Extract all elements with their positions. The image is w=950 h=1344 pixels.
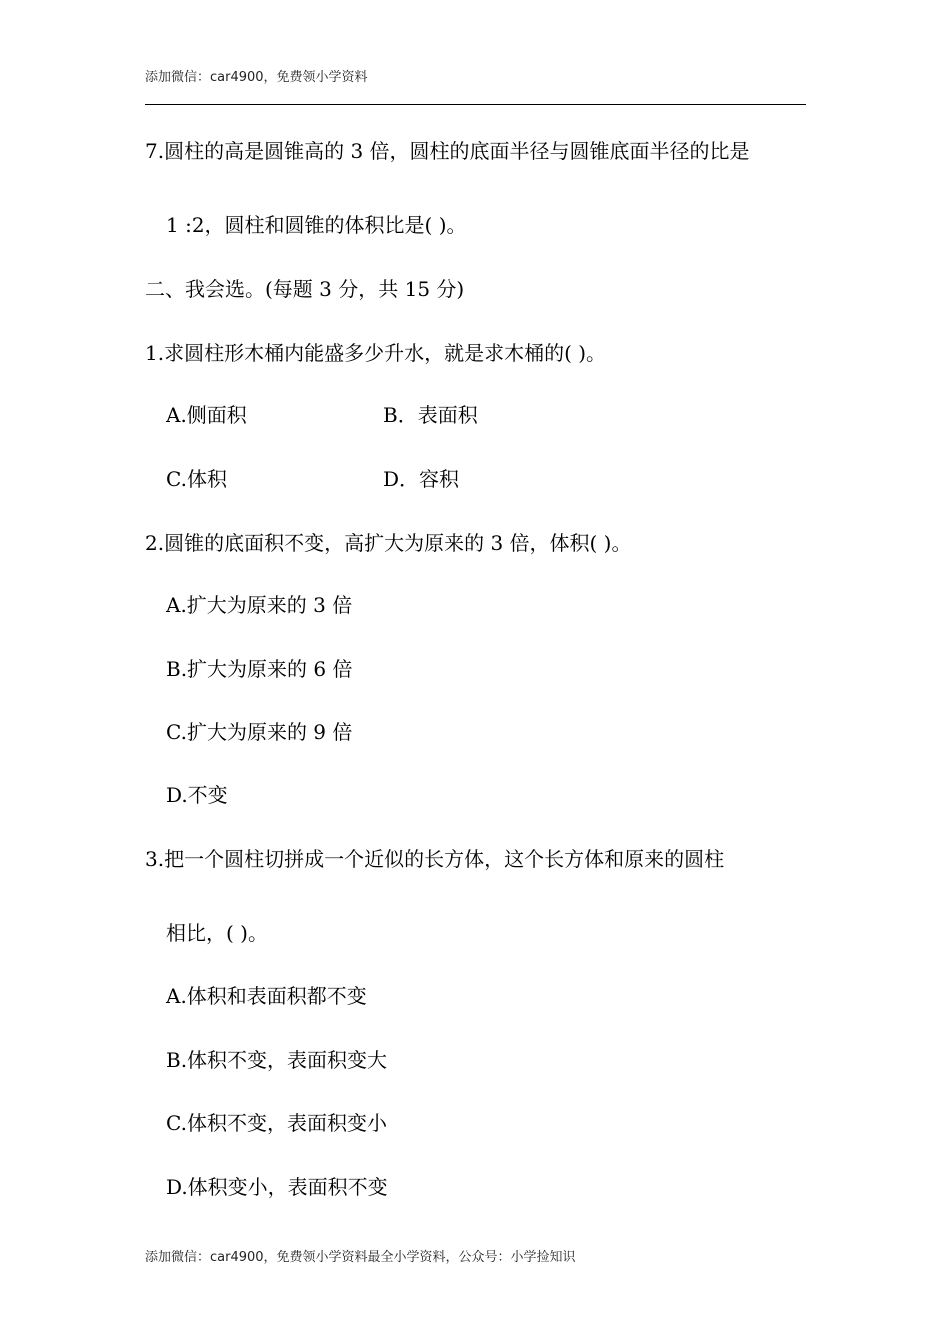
question-2-stem: 2.圆锥的底面积不变，高扩大为原来的 3 倍，体积( )。 <box>145 531 632 555</box>
question-7-line-1: 7.圆柱的高是圆锥高的 3 倍，圆柱的底面半径与圆锥底面半径的比是 <box>145 139 750 163</box>
page-header: 添加微信：car4900，免费领小学资料 <box>145 70 368 85</box>
question-2-option-b: B.扩大为原来的 6 倍 <box>166 657 353 681</box>
question-1-stem: 1.求圆柱形木桶内能盛多少升水，就是求木桶的( )。 <box>145 341 607 365</box>
question-2-option-a: A.扩大为原来的 3 倍 <box>166 593 353 617</box>
section-2-title: 二、我会选。(每题 3 分，共 15 分) <box>145 277 465 301</box>
question-3-stem-line-1: 3.把一个圆柱切拼成一个近似的长方体，这个长方体和原来的圆柱 <box>145 847 725 871</box>
question-3-option-a: A.体积和表面积都不变 <box>166 984 367 1008</box>
question-1-option-a: A.侧面积 <box>166 403 247 427</box>
question-2-option-d: D.不变 <box>166 783 228 807</box>
question-2-option-c: C.扩大为原来的 9 倍 <box>166 720 353 744</box>
question-3-option-d: D.体积变小，表面积不变 <box>166 1175 388 1199</box>
question-1-option-b: B．表面积 <box>383 403 478 427</box>
header-divider <box>145 104 806 105</box>
question-1-option-d: D．容积 <box>383 467 460 491</box>
question-1-option-c: C.体积 <box>166 467 227 491</box>
question-3-option-b: B.体积不变，表面积变大 <box>166 1048 388 1072</box>
question-3-option-c: C.体积不变，表面积变小 <box>166 1111 387 1135</box>
question-7-line-2: 1 :2，圆柱和圆锥的体积比是( )。 <box>166 213 467 237</box>
question-3-stem-line-2: 相比，( )。 <box>166 921 268 945</box>
page-footer: 添加微信：car4900，免费领小学资料最全小学资料，公众号：小学捡知识 <box>145 1250 576 1265</box>
